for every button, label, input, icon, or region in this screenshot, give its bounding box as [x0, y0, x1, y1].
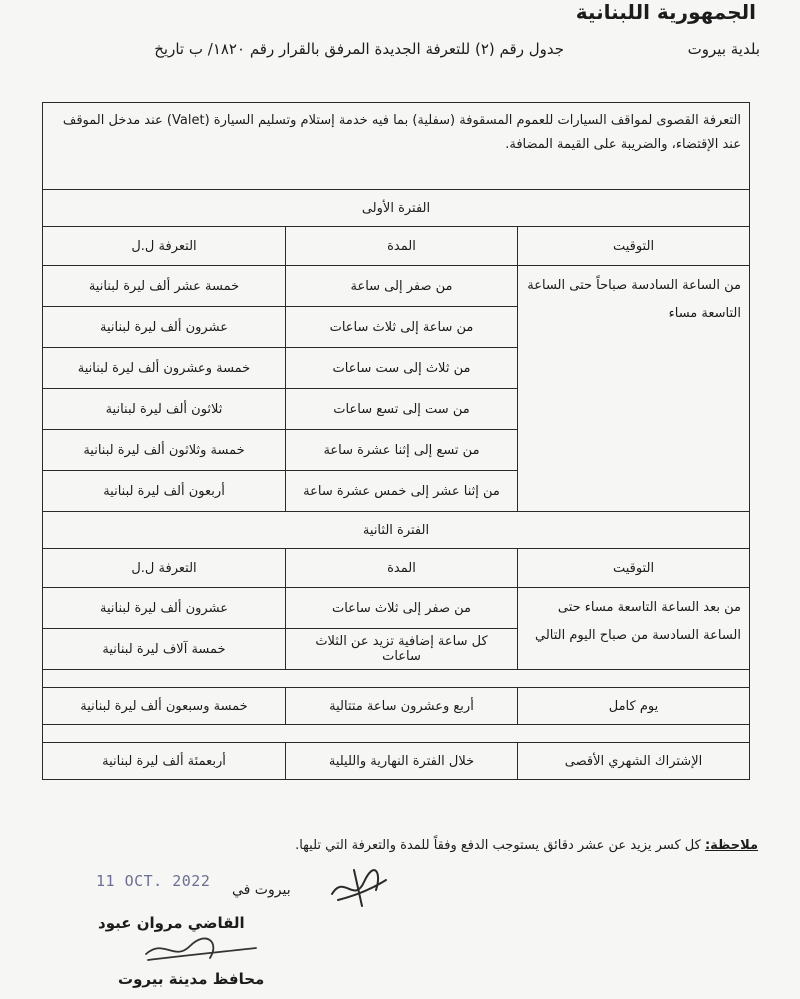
duration-cell: من ساعة إلى ثلاث ساعات — [286, 307, 518, 348]
table-spacer — [43, 725, 750, 743]
full-day-duration: أربع وعشرون ساعة متتالية — [286, 688, 518, 725]
tariff-cell: خمسة وعشرون ألف ليرة لبنانية — [43, 348, 286, 389]
duration-cell: من تسع إلى إثنا عشرة ساعة — [286, 430, 518, 471]
period-1-label: الفترة الأولى — [43, 190, 750, 227]
column-header-duration: المدة — [286, 549, 518, 588]
column-header-tariff: التعرفة ل.ل — [43, 227, 286, 266]
table-row — [43, 266, 750, 307]
full-day-row — [43, 688, 750, 725]
table-spacer — [43, 670, 750, 688]
tariff-cell: خمسة وثلاثون ألف ليرة لبنانية — [43, 430, 286, 471]
note — [295, 838, 758, 853]
note-text: كل كسر يزيد عن عشر دقائق يستوجب الدفع وفقاً للمدة والتعرفة التي تليها. — [295, 838, 701, 853]
column-header-tariff: التعرفة ل.ل — [43, 549, 286, 588]
table-intro: التعرفة القصوى لمواقف السيارات للعموم المسقوفة (سفلية) بما فيه خدمة إستلام وتسليم السيارة (Valet) عند مدخل الموقف عند الإقتضاء، والضريبة على القيمة المضافة. — [43, 103, 750, 190]
duration-cell: كل ساعة إضافية تزيد عن الثلاث ساعات — [286, 629, 518, 670]
column-header-time: التوقيت — [518, 227, 750, 266]
tariff-cell: عشرون ألف ليرة لبنانية — [43, 588, 286, 629]
tariff-cell: أربعون ألف ليرة لبنانية — [43, 471, 286, 512]
duration-cell: من إثنا عشر إلى خمس عشرة ساعة — [286, 471, 518, 512]
duration-cell: من ثلاث إلى ست ساعات — [286, 348, 518, 389]
date-stamp: 11 OCT. 2022 — [96, 872, 211, 890]
place-date-label: بيروت في — [232, 882, 291, 898]
table-row — [43, 588, 750, 629]
signature-icon — [324, 860, 394, 912]
municipality-name: بلدية بيروت — [687, 40, 760, 58]
period-2-time: من بعد الساعة التاسعة مساء حتى الساعة السادسة من صباح اليوم التالي — [518, 588, 750, 670]
governor-title: محافظ مدينة بيروت — [118, 970, 265, 988]
republic-heading: الجمهورية اللبنانية — [575, 0, 756, 24]
tariff-table — [42, 102, 750, 780]
full-day-tariff: خمسة وسبعون ألف ليرة لبنانية — [43, 688, 286, 725]
period-2-header-row — [43, 549, 750, 588]
monthly-time: الإشتراك الشهري الأقصى — [518, 743, 750, 780]
duration-cell: من صفر إلى ثلاث ساعات — [286, 588, 518, 629]
column-header-duration: المدة — [286, 227, 518, 266]
tariff-cell: ثلاثون ألف ليرة لبنانية — [43, 389, 286, 430]
tariff-cell: خمسة عشر ألف ليرة لبنانية — [43, 266, 286, 307]
signature-icon — [140, 932, 260, 968]
period-1-time: من الساعة السادسة صباحاً حتى الساعة التاسعة مساء — [518, 266, 750, 512]
duration-cell: من صفر إلى ساعة — [286, 266, 518, 307]
schedule-title: جدول رقم (٢) للتعرفة الجديدة المرفق بالقرار رقم ١٨٢٠/ ب تاريخ — [154, 40, 564, 58]
tariff-cell: عشرون ألف ليرة لبنانية — [43, 307, 286, 348]
judge-name: القاضي مروان عبود — [98, 914, 245, 932]
monthly-row — [43, 743, 750, 780]
period-2-label: الفترة الثانية — [43, 512, 750, 549]
monthly-tariff: أربعمئة ألف ليرة لبنانية — [43, 743, 286, 780]
column-header-time: التوقيت — [518, 549, 750, 588]
tariff-cell: خمسة آلاف ليرة لبنانية — [43, 629, 286, 670]
period-1-header-row — [43, 227, 750, 266]
monthly-duration: خلال الفترة النهارية والليلية — [286, 743, 518, 780]
duration-cell: من ست إلى تسع ساعات — [286, 389, 518, 430]
full-day-time: يوم كامل — [518, 688, 750, 725]
note-label: ملاحظة: — [704, 838, 758, 853]
